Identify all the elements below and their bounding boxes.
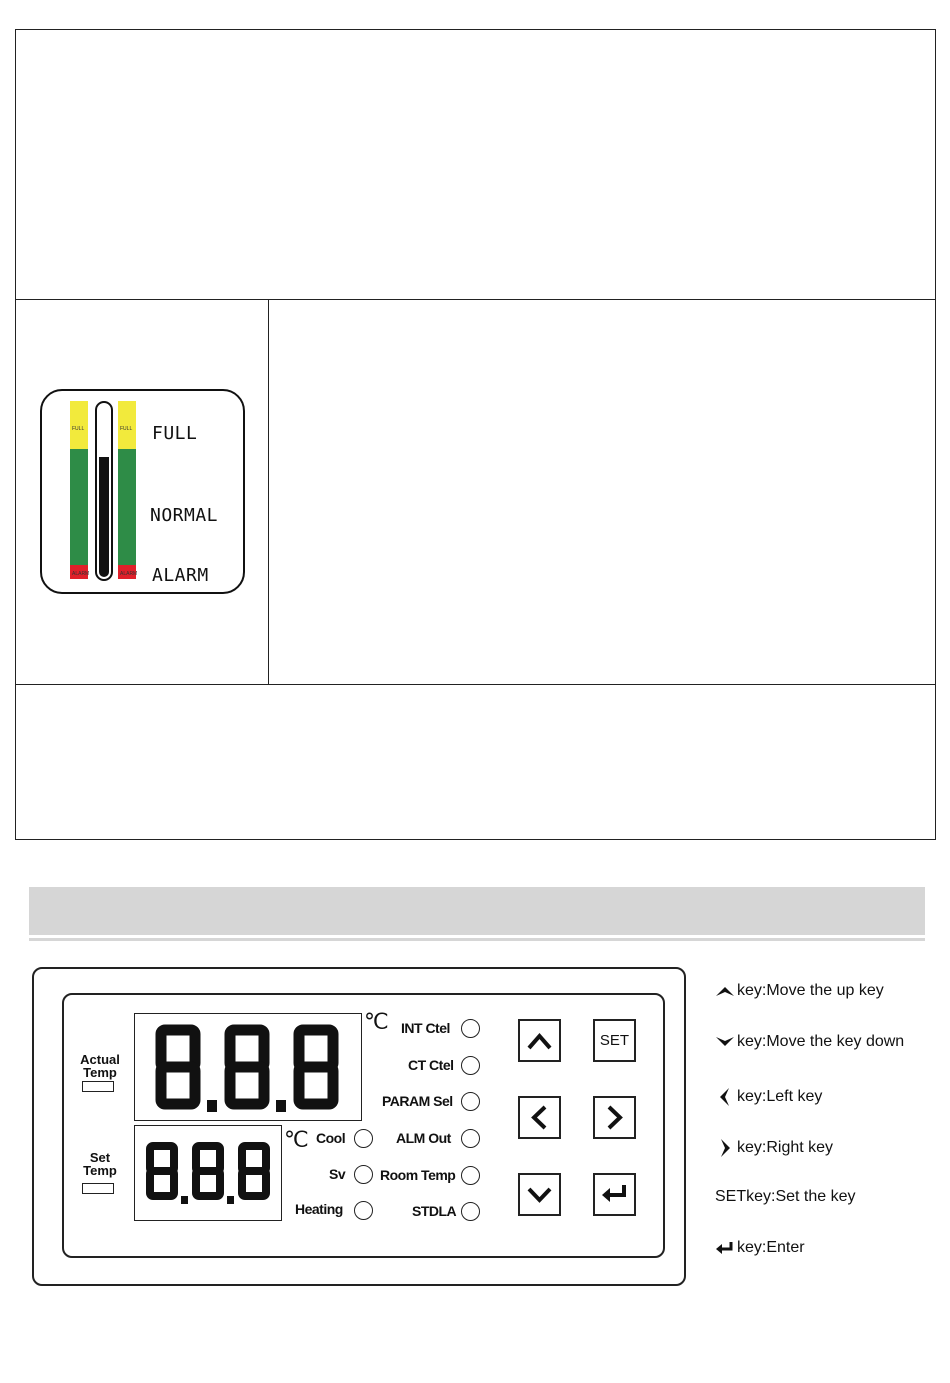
indicator-stdla-label: STDLA: [412, 1203, 457, 1219]
indicator-cool-label: Cool: [316, 1130, 346, 1146]
indicator-heating-label: Heating: [295, 1201, 343, 1217]
right-key-button[interactable]: [593, 1096, 636, 1139]
set-key-button[interactable]: [593, 1019, 636, 1062]
indicator-param-sel-label: PARAM Sel: [382, 1093, 453, 1109]
enter-key-button[interactable]: [593, 1173, 636, 1216]
gauge-level-fill: [99, 457, 109, 577]
section-header-underline: [29, 938, 925, 941]
indicator-room-temp-label: Room Temp: [380, 1167, 456, 1183]
actual-temp-label: Actual Temp: [80, 1052, 120, 1080]
up-arrow-icon: [715, 984, 735, 998]
legend-enter-text: key:Enter: [737, 1239, 805, 1256]
legend-left-text: key:Left key: [737, 1088, 823, 1106]
down-key-button[interactable]: [518, 1173, 561, 1216]
indicator-alm-out-label: ALM Out: [396, 1130, 451, 1146]
set-key-label: SET: [599, 1032, 630, 1049]
controller-panel-inner: [62, 993, 665, 1258]
seven-segment-digits: [135, 1126, 280, 1219]
legend-up-text: key:Move the up key: [737, 982, 884, 999]
set-temp-led: [82, 1183, 114, 1194]
left-arrow-icon: [520, 1098, 559, 1137]
indicator-int-ctel-led: [461, 1019, 480, 1038]
up-arrow-icon: [520, 1021, 559, 1060]
column-divider: [268, 300, 269, 684]
gauge-label-alarm: ALARM: [152, 565, 209, 586]
left-arrow-icon: [715, 1087, 735, 1107]
actual-temp-led: [82, 1081, 114, 1092]
enter-icon: [715, 1240, 735, 1256]
gauge-mini-label: FULL: [72, 426, 85, 432]
gauge-tube: [95, 401, 113, 581]
legend-up: [715, 982, 884, 1000]
set-temp-display: [134, 1125, 282, 1221]
unit-label-top: ℃: [364, 1009, 389, 1034]
down-arrow-icon: [715, 1035, 735, 1049]
gauge-label-normal: NORMAL: [150, 505, 219, 526]
indicator-room-temp-led: [461, 1166, 480, 1185]
indicator-cool-led: [354, 1129, 373, 1148]
indicator-heating-led: [354, 1201, 373, 1220]
gauge-mini-label: ALARM: [72, 571, 90, 577]
legend-down: [715, 1033, 904, 1051]
legend-left: [715, 1087, 822, 1107]
table-row-bottom: [15, 684, 936, 840]
indicator-ct-ctel-led: [461, 1056, 480, 1075]
indicator-sv-led: [354, 1165, 373, 1184]
enter-icon: [595, 1175, 634, 1214]
seven-segment-digits: [135, 1014, 360, 1119]
section-header-bar: [29, 887, 925, 935]
indicator-param-sel-led: [461, 1092, 480, 1111]
indicator-sv-label: Sv: [329, 1166, 346, 1182]
left-key-button[interactable]: [518, 1096, 561, 1139]
indicator-ct-ctel-label: CT Ctel: [408, 1057, 454, 1073]
indicator-int-ctel-label: INT Ctel: [401, 1020, 450, 1036]
legend-set-text: SETkey:Set the key: [715, 1188, 856, 1205]
indicator-stdla-led: [461, 1202, 480, 1221]
down-arrow-icon: [520, 1175, 559, 1214]
legend-down-text: key:Move the key down: [737, 1033, 905, 1050]
legend-set: [715, 1188, 856, 1206]
gauge-label-full: FULL: [152, 423, 198, 444]
unit-label-bottom: ℃: [284, 1127, 309, 1152]
indicator-alm-out-led: [461, 1129, 480, 1148]
set-temp-label: Set Temp: [83, 1150, 117, 1178]
right-arrow-icon: [595, 1098, 634, 1137]
gauge-mini-label: ALARM: [120, 571, 138, 577]
table-row-top: [15, 29, 936, 300]
controller-panel: [32, 967, 686, 1286]
gauge-mini-label: FULL: [120, 426, 133, 432]
up-key-button[interactable]: [518, 1019, 561, 1062]
level-gauge: [40, 389, 245, 594]
legend-right: [715, 1138, 833, 1158]
legend-right-text: key:Right key: [737, 1139, 834, 1157]
right-arrow-icon: [715, 1138, 735, 1158]
actual-temp-display: [134, 1013, 362, 1121]
table-row-gauge: [15, 299, 936, 685]
legend-enter: [715, 1239, 805, 1257]
